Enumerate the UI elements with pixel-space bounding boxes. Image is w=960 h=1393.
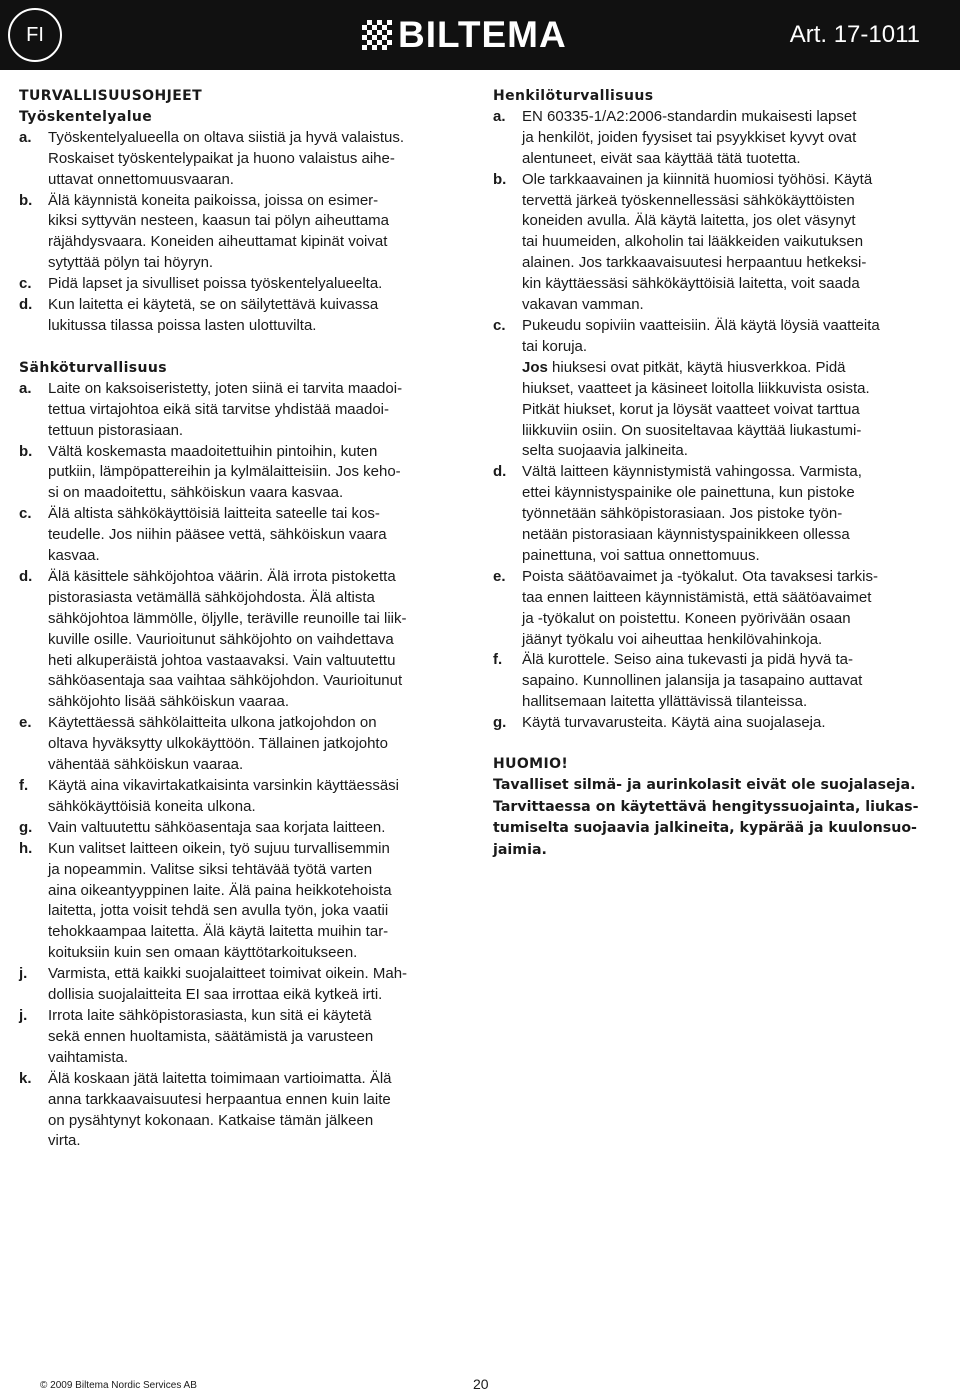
item-letter: c. bbox=[493, 316, 506, 334]
item-letter: c. bbox=[19, 505, 32, 523]
item-letter bbox=[493, 358, 522, 463]
item-body: Vältä laitteen käynnistymistä vahingossa. Varmista, ettei käynnistyspainike ole painettuna, kun pistoke työnnetään sähköpistorasiaan. Jos pistoke työn- netään pistorasiaan käynnistyspainikkeen ollessa painettuna, voi sattua onnettomuus. bbox=[522, 463, 862, 564]
item-body: hiuksesi ovat pitkät, käytä hiusverkkoa. Pidä hiukset, vaatteet ja käsineet loitolla liikkuvista osista. Pitkät hiukset, korut ja löysät vaatteet voivat tarttua liikkuviin osiin. On suositeltavaa käyttää liukastumi- selta suojaavia jalkineita. bbox=[522, 358, 870, 460]
main-title: TURVALLISUUSOHJEET bbox=[19, 88, 203, 104]
list-item bbox=[493, 316, 943, 358]
item-text: Kun valitset laitteen oikein, työ sujuu turvallisemmin ja nopeammin. Valitse siksi tehtävää työtä varten aina oikeantyyppinen laite. Älä paina heikkotehoista laitetta, jotta voisit tehdä sen avulla työn, joka vaatii tehokkaampaa laitetta. Älä käytä laitetta muihin tar- koituksiin kuin sen omaan käyttötarkoitukseen. bbox=[48, 839, 392, 962]
list-item bbox=[493, 650, 943, 713]
item-text: Älä käynnistä koneita paikoissa, joissa on esimer- kiksi syttyvän nesteen, kaasun tai pölyn aiheuttama räjähdysvaara. Koneiden aiheuttamat kipinät voivat sytyttää pölyn tai höyryn. bbox=[48, 191, 390, 272]
item-letter: j. bbox=[19, 965, 28, 983]
item-letter: k. bbox=[19, 1069, 32, 1087]
list-item bbox=[19, 713, 465, 776]
item-text: Käytä aina vikavirtakatkaisinta varsinkin käyttäessäsi sähkökäyttöisiä koneita ulkona. bbox=[48, 777, 399, 815]
list-item bbox=[493, 462, 943, 567]
item-letter: b. bbox=[493, 170, 507, 188]
item-text bbox=[522, 358, 943, 463]
list-item bbox=[19, 191, 465, 275]
item-text: Vain valtuutettu sähköasentaja saa korjata laitteen. bbox=[48, 818, 386, 836]
list-item bbox=[19, 442, 465, 505]
item-text: Varmista, että kaikki suojalaitteet toimivat oikein. Mah- dollisia suojalaitteita EI saa irrottaa eikä kytkeä irti. bbox=[48, 965, 408, 1004]
item-letter: d. bbox=[19, 567, 33, 585]
biltema-logo bbox=[362, 16, 567, 54]
list-item bbox=[19, 274, 465, 295]
item-letter: e. bbox=[493, 567, 506, 585]
list-item bbox=[19, 839, 465, 964]
article-number: Art. 17-1011 bbox=[789, 21, 920, 48]
section-heading: Työskentelyalue bbox=[19, 108, 153, 125]
item-text bbox=[522, 316, 943, 358]
item-letter: d. bbox=[19, 296, 33, 314]
item-body: Käytä turvavarusteita. Käytä aina suojalaseja. bbox=[522, 714, 826, 732]
item-text: Kun laitetta ei käytetä, se on säilytettävä kuivassa lukitussa tilassa poissa lasten ulottuvilta. bbox=[48, 296, 379, 334]
item-text bbox=[522, 107, 943, 170]
item-text: Älä koskaan jätä laitetta toimimaan vartioimatta. Älä anna tarkkaavaisuutesi herpaantua ennen kuin laite on pysähtynyt kokonaan. Katkaise tämän jälkeen virta. bbox=[48, 1069, 392, 1150]
item-letter: g. bbox=[493, 714, 507, 732]
note-title: HUOMIO! bbox=[493, 756, 569, 773]
item-letter: a. bbox=[493, 107, 506, 125]
item-letter: b. bbox=[19, 191, 33, 209]
item-body: EN 60335-1/A2:2006-standardin mukaisesti lapset ja henkilöt, joiden fyysiset tai psyykkiset kyvyt ovat alentuneet, eivät saa käyttää tätä tuotetta. bbox=[522, 107, 857, 167]
item-body: Pukeudu sopiviin vaatteisiin. Älä käytä löysiä vaatteita tai koruja. bbox=[522, 316, 880, 355]
page-header bbox=[0, 0, 960, 70]
list-item bbox=[19, 567, 465, 713]
item-letter: e. bbox=[19, 714, 32, 732]
item-letter: f. bbox=[19, 777, 29, 794]
section-heading: Sähköturvallisuus bbox=[19, 359, 167, 376]
item-text: Käytettäessä sähkölaitteita ulkona jatkojohdon on oltava hyväksytty ulkokäyttöön. Tällainen jatkojohto vähentää sähköiskun vaaraa. bbox=[48, 714, 388, 774]
item-text bbox=[522, 713, 943, 734]
list-item bbox=[19, 128, 465, 191]
list-item bbox=[19, 295, 465, 337]
item-text: Työskentelyalueella on oltava siistiä ja hyvä valaistus. Roskaiset työskentelypaikat ja huono valaistus aihe- uttavat onnettomuusvaaran. bbox=[48, 128, 405, 188]
list-item bbox=[19, 379, 465, 442]
item-lead-word: Jos bbox=[522, 358, 548, 376]
list-item bbox=[19, 964, 465, 1006]
copyright-notice: © 2009 Biltema Nordic Services AB bbox=[40, 1380, 197, 1391]
list-item bbox=[493, 713, 943, 734]
page-number: 20 bbox=[473, 1376, 489, 1392]
list-item bbox=[493, 170, 943, 316]
list-item bbox=[493, 358, 943, 463]
item-letter: c. bbox=[19, 275, 32, 293]
list-item bbox=[19, 504, 465, 567]
item-text bbox=[522, 650, 943, 713]
item-text bbox=[522, 462, 943, 567]
list-item bbox=[493, 567, 943, 651]
list-item bbox=[19, 1069, 465, 1153]
item-text: Vältä koskemasta maadoitettuihin pintoihin, kuten putkiin, lämpöpattereihin ja kylmälaitteisiin. Jos keho- si on maadoitettu, sähköiskun vaara kasvaa. bbox=[48, 442, 401, 502]
item-letter: b. bbox=[19, 442, 33, 460]
item-body: Poista säätöavaimet ja -työkalut. Ota tavaksesi tarkis- taa ennen laitteen käynnistämistä, että säätöavaimet ja -työkalut on poistettu. Koneen pyörivään osaan jäänyt työkalu voi aiheuttaa henkilövahinkoja. bbox=[522, 567, 878, 648]
list-item bbox=[493, 107, 943, 170]
item-text: Irrota laite sähköpistorasiasta, kun sitä ei käytetä sekä ennen huoltamista, säätämistä ja varusteen vaihtamista. bbox=[48, 1006, 374, 1066]
item-letter: a. bbox=[19, 379, 32, 397]
left-column bbox=[19, 86, 465, 1152]
item-body: Ole tarkkaavainen ja kiinnitä huomiosi työhösi. Käytä tervettä järkeä työskennellessäsi sähkökäyttöisten koneiden avulla. Älä käytä laitetta, jos olet väsynyt tai huumeiden, alkoholin tai lääkkeiden vaikutuksen alainen. Jos tarkkaavaisuutesi herpaantuu hetkeksi- kin käyttäessäsi sähkökäyttöisiä laitetta, voit saada vakavan vamman. bbox=[522, 170, 873, 314]
logo-text: BILTEMA bbox=[398, 14, 567, 55]
list-item bbox=[19, 818, 465, 839]
item-text: Laite on kaksoiseristetty, joten siinä ei tarvita maadoi- tettua virtajohtoa eikä sitä tarvitse yhdistää maadoi- tettuun pistorasiaan. bbox=[48, 379, 403, 439]
checkered-flag-icon bbox=[362, 20, 392, 50]
item-text: Älä altista sähkökäyttöisiä laitteita sateelle tai kos- teudelle. Jos niihin pääsee vettä, sähköiskun vaara kasvaa. bbox=[48, 505, 387, 565]
item-text: Pidä lapset ja sivulliset poissa työskentelyalueelta. bbox=[48, 275, 383, 293]
note-text: Tavalliset silmä- ja aurinkolasit eivät ole suojalaseja. Tarvittaessa on käytettävä hengityssuojainta, liukas- tumiselta suojaavia jalkineita, kypärää ja kuulonsuo- jaimia. bbox=[493, 777, 919, 858]
right-column bbox=[493, 86, 943, 861]
section-heading-personal-safety: Henkilöturvallisuus bbox=[493, 88, 654, 104]
item-letter: g. bbox=[19, 818, 33, 836]
item-letter: j. bbox=[19, 1006, 28, 1024]
list-item bbox=[19, 776, 465, 818]
item-text bbox=[522, 170, 943, 316]
item-letter: a. bbox=[19, 128, 32, 146]
item-text bbox=[522, 567, 943, 651]
item-body: Älä kurottele. Seiso aina tukevasti ja pidä hyvä ta- sapaino. Kunnollinen jalansija ja tasapaino auttavat hallitsemaan laitetta yllättävissä tilanteissa. bbox=[522, 651, 863, 711]
item-letter: h. bbox=[19, 839, 33, 857]
list-item bbox=[19, 1006, 465, 1069]
item-letter: d. bbox=[493, 463, 507, 481]
item-letter: f. bbox=[493, 651, 503, 669]
language-badge: FI bbox=[8, 8, 62, 62]
item-text: Älä käsittele sähköjohtoa väärin. Älä irrota pistoketta pistorasiasta vetämällä sähköjohdosta. Älä altista sähköjohtoa lämmölle, öljylle, teräville reunoille tai liik- kuville osille. Vaurioitunut sähköjohto on vaihdettava heti alkuperäistä johtoa vastaavaksi. Vain valtuutettu sähköasentaja saa vaihtaa sähköjohdon. Vaurioitunut sähköjohto lisää sähköiskun vaaraa. bbox=[48, 567, 407, 711]
